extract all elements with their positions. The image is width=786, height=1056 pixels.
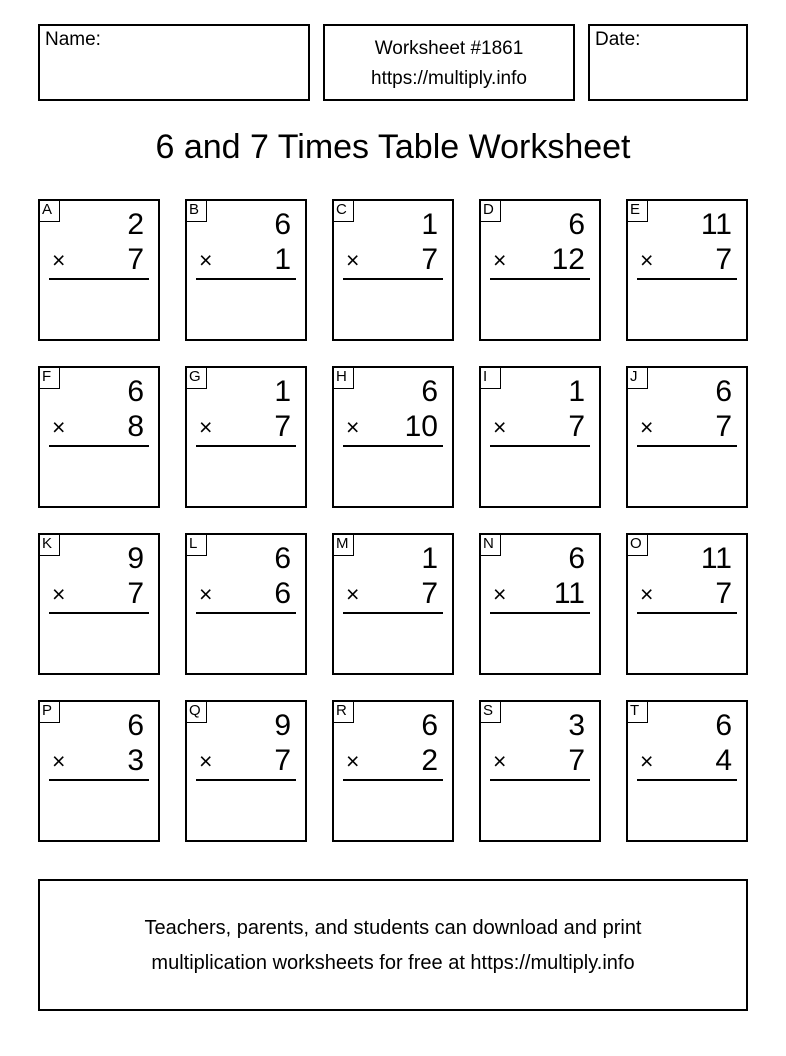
multiply-sign-icon: ×: [346, 748, 360, 774]
answer-line: [490, 612, 590, 614]
top-number: 6: [568, 542, 585, 575]
top-number: 6: [421, 709, 438, 742]
bottom-number: 4: [715, 744, 732, 777]
problem-grid: [38, 199, 750, 844]
multiply-sign-icon: ×: [52, 581, 66, 607]
top-number: 6: [127, 375, 144, 408]
name-field-box[interactable]: [38, 24, 310, 101]
multiply-sign-icon: ×: [346, 581, 360, 607]
multiply-sign-icon: ×: [493, 581, 507, 607]
top-number: 9: [274, 709, 291, 742]
bottom-number: 8: [127, 410, 144, 443]
top-number: 6: [421, 375, 438, 408]
problem-card: [479, 700, 601, 842]
problem-card: [479, 199, 601, 341]
multiply-sign-icon: ×: [52, 748, 66, 774]
answer-line: [196, 779, 296, 781]
bottom-number: 7: [715, 577, 732, 610]
answer-line: [196, 612, 296, 614]
problem-card: [332, 700, 454, 842]
problem-label: F: [39, 367, 60, 389]
multiply-sign-icon: ×: [640, 414, 654, 440]
problem-card: [38, 366, 160, 508]
top-number: 1: [568, 375, 585, 408]
answer-line: [637, 612, 737, 614]
problem-label: A: [39, 200, 60, 222]
bottom-number: 12: [551, 243, 585, 276]
footer-line-2: multiplication worksheets for free at https://multiply.info: [151, 952, 635, 974]
problem-label: D: [480, 200, 501, 222]
top-number: 1: [274, 375, 291, 408]
answer-line: [637, 445, 737, 447]
bottom-number: 7: [127, 243, 144, 276]
problem-label: M: [333, 534, 354, 556]
answer-line: [637, 278, 737, 280]
problem-card: [626, 700, 748, 842]
problem-label: K: [39, 534, 60, 556]
problem-label: H: [333, 367, 354, 389]
problem-card: [332, 199, 454, 341]
problem-card: [626, 533, 748, 675]
bottom-number: 7: [715, 410, 732, 443]
top-number: 2: [127, 208, 144, 241]
answer-line: [49, 278, 149, 280]
problem-card: [38, 199, 160, 341]
problem-label: L: [186, 534, 207, 556]
multiply-sign-icon: ×: [199, 414, 213, 440]
bottom-number: 7: [715, 243, 732, 276]
problem-card: [185, 199, 307, 341]
bottom-number: 11: [553, 577, 585, 610]
worksheet-number: Worksheet #1861: [374, 38, 524, 59]
problem-label: R: [333, 701, 354, 723]
top-number: 9: [127, 542, 144, 575]
top-number: 1: [421, 542, 438, 575]
problem-card: [185, 366, 307, 508]
problem-card: [479, 366, 601, 508]
multiply-sign-icon: ×: [493, 414, 507, 440]
multiply-sign-icon: ×: [346, 247, 360, 273]
multiply-sign-icon: ×: [199, 581, 213, 607]
answer-line: [490, 779, 590, 781]
top-number: 1: [421, 208, 438, 241]
multiply-sign-icon: ×: [493, 247, 507, 273]
bottom-number: 7: [421, 243, 438, 276]
problem-label: O: [627, 534, 648, 556]
multiply-sign-icon: ×: [199, 748, 213, 774]
bottom-number: 7: [421, 577, 438, 610]
problem-label: N: [480, 534, 501, 556]
bottom-number: 7: [274, 410, 291, 443]
problem-card: [626, 366, 748, 508]
problem-label: E: [627, 200, 648, 222]
bottom-number: 7: [568, 410, 585, 443]
bottom-number: 1: [274, 243, 291, 276]
top-number: 6: [274, 542, 291, 575]
answer-line: [343, 278, 443, 280]
bottom-number: 6: [274, 577, 291, 610]
problem-card: [332, 366, 454, 508]
answer-line: [196, 445, 296, 447]
footer-line-1: Teachers, parents, and students can download and print: [144, 917, 642, 939]
problem-card: [479, 533, 601, 675]
problem-card: [38, 700, 160, 842]
problem-card: [185, 533, 307, 675]
bottom-number: 7: [127, 577, 144, 610]
answer-line: [49, 779, 149, 781]
top-number: 6: [568, 208, 585, 241]
problem-label: I: [480, 367, 501, 389]
problem-card: [38, 533, 160, 675]
answer-line: [196, 278, 296, 280]
answer-line: [49, 445, 149, 447]
multiply-sign-icon: ×: [346, 414, 360, 440]
bottom-number: 3: [127, 744, 144, 777]
answer-line: [490, 445, 590, 447]
date-label: Date:: [595, 29, 641, 50]
worksheet-info-box: [323, 24, 575, 101]
problem-card: [185, 700, 307, 842]
problem-label: Q: [186, 701, 207, 723]
problem-card: [332, 533, 454, 675]
bottom-number: 10: [404, 410, 438, 443]
multiply-sign-icon: ×: [52, 414, 66, 440]
answer-line: [343, 612, 443, 614]
top-number: 6: [715, 375, 732, 408]
page-title: 6 and 7 Times Table Worksheet: [155, 128, 631, 166]
top-number: 3: [568, 709, 585, 742]
top-number: 6: [715, 709, 732, 742]
problem-label: B: [186, 200, 207, 222]
answer-line: [343, 779, 443, 781]
problem-label: G: [186, 367, 207, 389]
multiply-sign-icon: ×: [493, 748, 507, 774]
answer-line: [637, 779, 737, 781]
problem-card: [626, 199, 748, 341]
bottom-number: 7: [274, 744, 291, 777]
multiply-sign-icon: ×: [52, 247, 66, 273]
answer-line: [490, 278, 590, 280]
problem-label: J: [627, 367, 648, 389]
footer-box: [38, 879, 748, 1011]
name-label: Name:: [45, 29, 101, 50]
multiply-sign-icon: ×: [640, 247, 654, 273]
top-number: 6: [274, 208, 291, 241]
top-number: 6: [127, 709, 144, 742]
problem-label: P: [39, 701, 60, 723]
top-number: 11: [700, 208, 732, 241]
problem-label: T: [627, 701, 648, 723]
answer-line: [49, 612, 149, 614]
multiply-sign-icon: ×: [640, 581, 654, 607]
multiply-sign-icon: ×: [640, 748, 654, 774]
top-number: 11: [700, 542, 732, 575]
problem-label: C: [333, 200, 354, 222]
multiply-sign-icon: ×: [199, 247, 213, 273]
bottom-number: 7: [568, 744, 585, 777]
date-field-box[interactable]: [588, 24, 748, 101]
bottom-number: 2: [421, 744, 438, 777]
worksheet-url[interactable]: https://multiply.info: [371, 68, 527, 89]
answer-line: [343, 445, 443, 447]
problem-label: S: [480, 701, 501, 723]
